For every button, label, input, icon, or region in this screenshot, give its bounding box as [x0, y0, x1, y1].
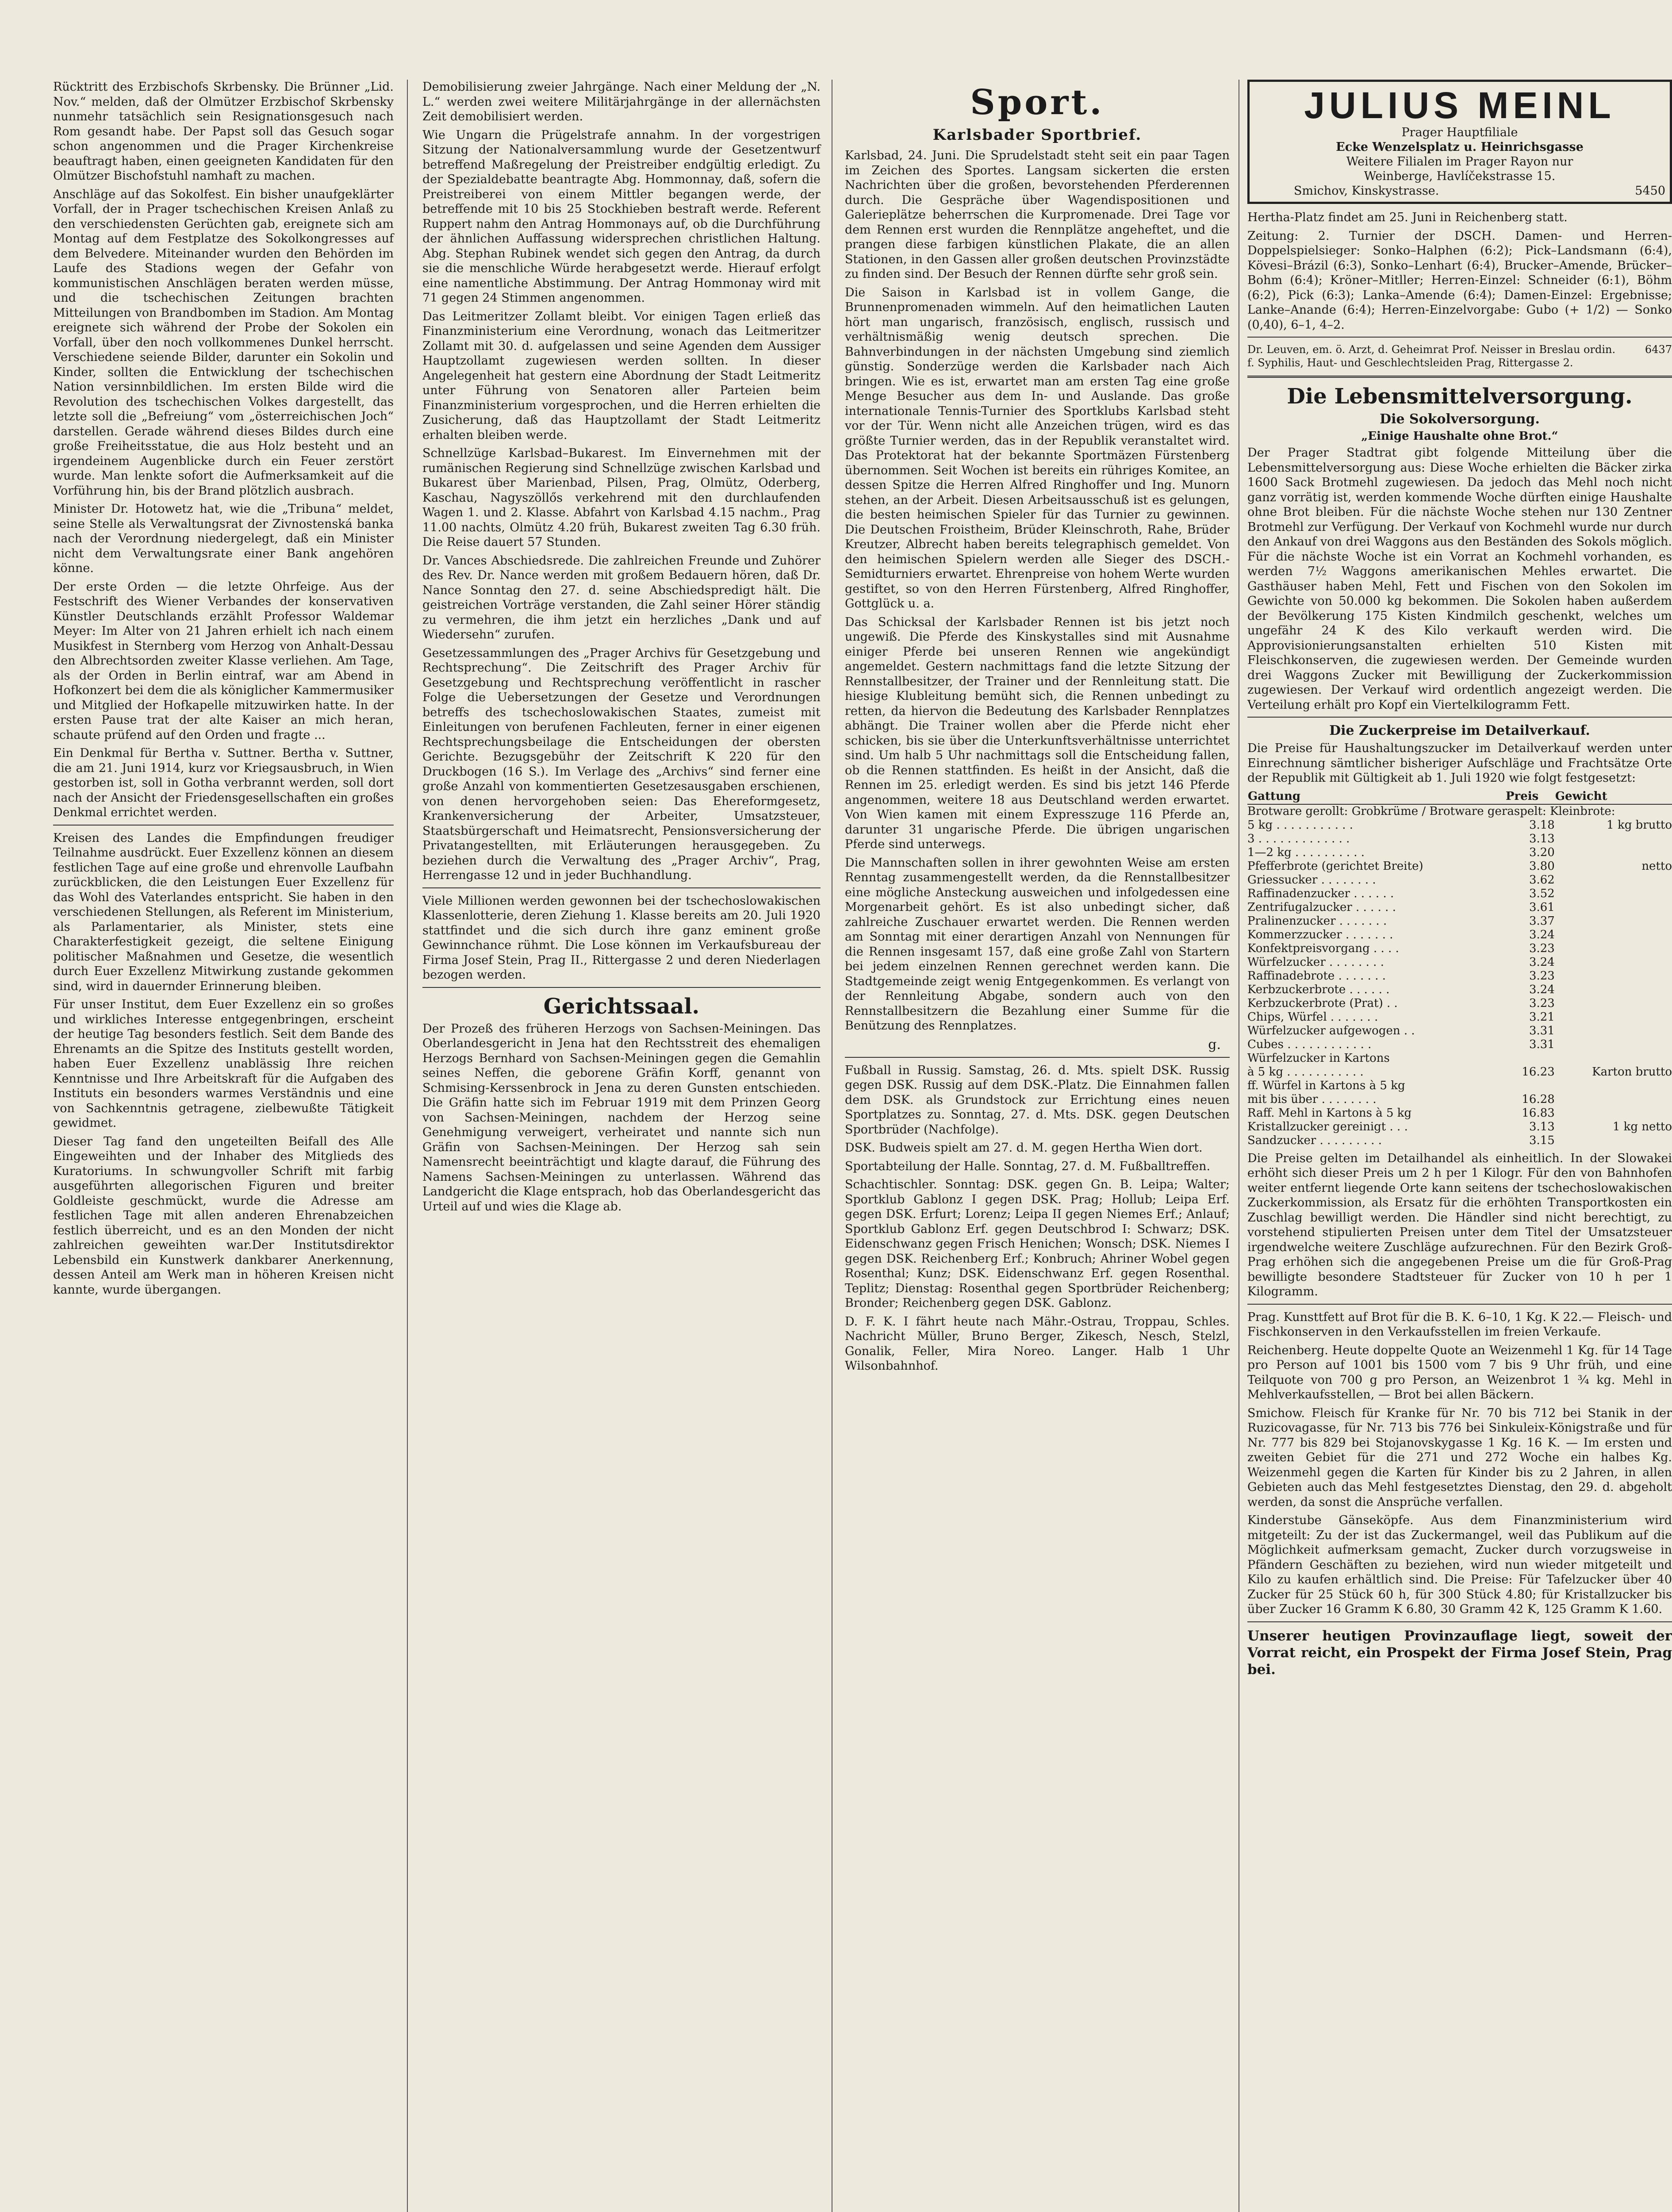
table-row — [1247, 956, 1672, 969]
divider — [845, 1057, 1230, 1058]
price-value: 3.21 — [1529, 1010, 1555, 1024]
article-meiningen: Der Prozeß des früheren Herzogs von Sachsen-Meiningen. Das Oberlandesgericht in Jena hat den Rechtsstreit des ehemaligen Herzogs Bernhard von Sachsen-Meiningen gegen die Gemahlin seines Neffen, die geborene Gräfin Korff, genannt von Schmising-Kerssenbrock in Jena zu deren Gunsten entschieden. Die Gräfin hatte sich im Februar 1919 mit dem Prinzen Georg von Sachsen-Meiningen, nachdem der Herzog seine Genehmigung verweigert, verheiratet und nannte sich nun Gräfin von Sachsen-Meiningen. Der Herzog sah sein Namensrecht beeinträchtigt und klagte darauf, die Führung des Namens Sachsen-Meiningen zu unterlassen. Während das Landgericht die Klage entsprach, hob das Oberlandesgericht das Urteil auf und wies die Klage ab. — [422, 1022, 821, 1214]
price-unit — [1555, 1134, 1672, 1148]
article-schach: Schachtischler. Sonntag: DSK. gegen Gn. B. Leipa; Walter; Sportklub Gablonz I gegen DSK. Prag; Hollub; Leipa Erf. gegen DSK. Erfurt; Lorenz; Leipa II gegen Niemes Erf.; Anlauf; Sportklub Gablonz Erf. gegen Deutschbrod I: Schwarz; DSK. Eidenschwanz gegen Frisch Henichen; Wonsch; DSK. Niemes I gegen DSK. Reichenberg Erf.; Konbruch; Ahriner Wobel gegen Rosenthal; Kunz; DSK. Eidenschwanz Erf. gegen Rosenthal. Teplitz; Dienstag: Rosenthal gegen Sportbrüder Reichenberg; Bronder; Reichenberg gegen DSK. Gablonz. — [845, 1178, 1230, 1310]
article-address-2: Für unser Institut, dem Euer Exzellenz ein so großes und wirkliches Interesse entgegenbringen, erscheint der heutige Tag besonders festlich. Seit dem Bande des Ehrenamts an die Spitze des Instituts gestellt worden, haben Euer Exzellenz unablässig Ihre reichen Kenntnisse und Ihre Arbeitskraft für die Aufgaben des Instituts ein besonders warmes Verständnis und eine von Sachkenntnis getragene, zielbewußte Tätigkeit gewidmet. — [53, 998, 394, 1130]
article-hertha: Hertha-Platz findet am 25. Juni in Reichenberg statt. — [1247, 211, 1568, 224]
price-item: Pfefferbrote (gerichtet Breite) — [1247, 859, 1423, 873]
price-unit — [1555, 983, 1672, 997]
table-row — [1247, 1024, 1672, 1038]
author-signature: g. — [1208, 1037, 1221, 1052]
price-value: 3.52 — [1529, 887, 1555, 900]
price-unit — [1555, 1079, 1672, 1093]
ad-line: Weinberge, Havlíčekstrasse 15. — [1364, 169, 1556, 183]
price-value: 3.13 — [1529, 1120, 1555, 1133]
price-unit: 1 kg brutto — [1607, 818, 1672, 832]
article-skrbensky: Rücktritt des Erzbischofs Skrbensky. Die Brünner „Lid. Nov.“ melden, daß der Olmützer Erzbischof Skrbensky nunmehr tatsächlich sein Resignationsgesuch nach Rom gesandt habe. Der Papst soll das Gesuch sogar schon angenommen und die Prager Kirchenkreise beauftragt haben, einen geeigneten Kandidaten für den Olmützer Bischofstuhl namhaft zu machen. — [53, 80, 394, 183]
table-row — [1247, 846, 1672, 860]
article-sportbrief-3: Das Schicksal der Karlsbader Rennen ist bis jetzt noch ungewiß. Die Pferde des Kinskystalles sind mit Ausnahme einiger Pferde bei unseren Rennen wie angekündigt angemeldet. Gestern nachmittags fand die letzte Sitzung der Rennstallbesitzer, der Trainer und der Rennleitung statt. Die hiesige Klubleitung bemüht sich, die Rennen unbedingt zu retten, da hiervon die Bedeutung des Karlsbader Rennplatzes abhängt. Die Trainer wollen aber die Pferde nicht eher schicken, bis sie über die Unterkunftsverhältnisse unterrichtet sind. Um halb 5 Uhr nachmittags soll die Entscheidung fallen, ob die Rennen stattfinden. Es heißt in der Ansicht, daß die Rennen im 25. erledigt werden. Es sind bis jetzt 146 Pferde angenommen, weitere 18 aus Deutschland werden erwartet. Von Wien kamen mit einem Expresszuge 116 Pferde an, darunter 31 ungarische Pferde. Die übrigen ungarischen Pferde sind unterwegs. — [845, 615, 1230, 851]
price-value: 3.31 — [1529, 1024, 1555, 1037]
article-fussball-russig: Fußball in Russig. Samstag, 26. d. Mts. spielt DSK. Russig gegen DSK. Russig auf dem DSK.-Platz. Die Einnahmen fallen dem DSK. als Grundstock zur Errichtung eines neuen Sportplatzes zu. Sonntag, 27. d. Mts. DSK. gegen Deutschen Sportbrüder (Nachfolge). — [845, 1063, 1230, 1137]
price-item: mit bis über . . . . . . . . — [1247, 1092, 1377, 1106]
price-item: Chips, Würfel . . . . . . . — [1247, 1010, 1378, 1024]
table-row — [1247, 1079, 1672, 1093]
ad-number: 5450 — [1635, 184, 1665, 198]
article-kinderstube: Kinderstube Gänseköpfe. Aus dem Finanzministerium wird mitgeteilt: Zu der ist das Zuckermangel, weil das Publikum auf die Möglichkeit aufmerksam gemacht, Zucker durch vorzugsweise in Pfändern Geschäften zu beziehen, wird nun wieder mitgeteilt und Kilo zu kaufen erhältlich sind. Die Preise: Für Tafelzucker über 40 Zucker für 25 Stück 60 h, für 300 Stück 4.80; für Kristallzucker bis über Zucker 16 Gramm K 6.80, 30 Gramm 42 K, 125 Gramm K 1.60. — [1247, 1513, 1672, 1616]
price-item: Konfektpreisvorgang . . . . — [1247, 941, 1399, 955]
article-zollamt: Das Leitmeritzer Zollamt bleibt. Vor einigen Tagen erließ das Finanzministerium eine Verordnung, wonach das Leitmeritzer Zollamt mit 30. d. aufgelassen und seine Agenden dem Aussiger Hauptzollamt zugewiesen werden sollten. In dieser Angelegenheit hat gestern eine Abordnung der Stadt Leitmeritz unter Führung von Senatoren aller Parteien beim Finanzministerium vorgesprochen, und die Herren erhielten die Zusicherung, daß das Hauptzollamt der Stadt Leitmeritz erhalten bleiben werde. — [422, 309, 821, 442]
price-value: 3.20 — [1529, 845, 1555, 859]
price-item: à 5 kg . . . . . . . . . . . — [1247, 1065, 1364, 1079]
price-value: 16.23 — [1522, 1065, 1555, 1079]
price-unit — [1555, 956, 1672, 969]
divider — [1247, 1621, 1672, 1622]
column-2 — [422, 80, 821, 1217]
newspaper-page — [53, 80, 1672, 2212]
price-value: 3.15 — [1529, 1133, 1555, 1147]
price-unit — [1555, 928, 1672, 942]
article-sportbrief-4: Die Mannschaften sollen in ihrer gewohnten Weise am ersten Renntag zusammengestellt werden, da die Rennstallbesitzer eine mögliche Ansteckung ausweichen und infolgedessen eine Morgenarbeit gehört. Es ist also unbedingt sicher, daß zahlreiche Zuschauer erwartet werden. Die Rennen werden am Sonntag mit einer derartigen Anzahl von Nennungen für die Rennen insgesamt 157, daß eine große Zahl von Startern bei jedem einzelnen Rennen gerechnet werden kann. Die Stadtgemeinde zeigt wenig Entgegenkommen. Es verlangt von der Rennleitung Abgabe, sondern auch von den Rennstallbesitzern die Bezahlung einer Summe für die Benützung des Rennplatzes. — [845, 856, 1230, 1033]
article-prag: Prag. Kunsttfett auf Brot für die B. K. 6–10, 1 Kg. K 22.— Fleisch- und Fischkonserven in den Verkaufsstellen im freien Verkaufe. — [1247, 1310, 1672, 1339]
divider — [1247, 717, 1672, 718]
price-value: 3.23 — [1529, 969, 1555, 983]
price-unit — [1555, 1038, 1672, 1052]
article-smichow: Smichow. Fleisch für Kranke für Nr. 70 bis 712 bei Stanik in der Ruzicovagasse, für Nr. 713 bis 776 bei Sinkuleix-Königstraße und für Nr. 777 bis 829 bei Stojanovskygasse 1 Kg. 16 K. — Im ersten und zweiten Gebiet für die 271 und 272 Woche ein halbes Kg. Weizenmehl gegen die Karten für Kinder bis zu 2 Jahren, in allen Gebieten auch das Mehl festgesetztes Dienstag, den 29. d. abgeholt werden, da sonst die Ansprüche verfallen. — [1247, 1406, 1672, 1509]
article-tennis-results: Zeitung: 2. Turnier der DSCH. Damen- und Herren-Doppelspielsieger: Sonko–Halphen (6:2); Pick–Landsmann (6:4), Kövesi–Brázil (6:3), Sonko–Lenhart (6:4), Brucker–Amende, Brücker–Bohm (6:4); Kröner–Mitller; Herren-Einzel: Schneider (6:1), Böhm (6:2), Pick (6:3); Lanka–Amende (6:4); Damen-Einzel: Ergebnisse; Lanke–Anande (6:4); Herren-Einzelvorgabe: Gubo (+ 1/2) — Sonko (0,40), 6–1, 4–2. — [1247, 229, 1672, 332]
price-unit — [1555, 901, 1672, 914]
table-row — [1247, 873, 1672, 887]
table-row — [1247, 1120, 1672, 1134]
article-dfk: D. F. K. I fährt heute nach Mähr.-Ostrau, Troppau, Schles. Nachricht Müller, Bruno Berger, Zikesch, Nesch, Stelzl, Gonalik, Feller, Mira Noreo. Langer. Halb 1 Uhr Wilsonbahnhof. — [845, 1314, 1230, 1373]
ad-subtitle: Prager Hauptfiliale — [1401, 126, 1518, 139]
table-row — [1247, 1065, 1672, 1079]
column-1 — [53, 80, 394, 1301]
article-ungarn: Wie Ungarn die Prügelstrafe annahm. In der vorgestrigen Sitzung der Nationalversammlung wurde der Gesetzentwurf betreffend Maßregelung der Preistreiber endgültig erledigt. Zu der Spezialdebatte beantragte Abg. Hommonnay, daß, sofern die Preistreiberei von einem Mittler begangen werde, der betreffende mit 10 bis 25 Stockhieben bestraft werde. Referent Ruppert nahm den Antrag Hommonays auf, ob die Durchführung der ähnlichen Auffassung widersprechen christlichen Haltung. Abg. Stephan Rubinek wendet sich gegen den Antrag, da durch sie die menschliche Würde herabgesetzt werde. Hierauf erfolgt eine namentliche Abstimmung. Der Antrag Hommonay wird mit 71 gegen 24 Stimmen angenommen. — [422, 128, 821, 305]
ad-text: Dr. Leuven, em. ö. Arzt, d. Geheimrat Prof. Neisser in Breslau ordin. f. Syphilis, Haut- und Geschlechtsleiden Prag, Rittergasse 2. — [1247, 343, 1616, 369]
price-value: 3.80 — [1529, 859, 1555, 873]
section-title-lebensmittel: Die Lebensmittelversorgung. — [1287, 384, 1633, 409]
price-unit — [1555, 1052, 1672, 1065]
article-sportbrief-2: Die Saison in Karlsbad ist in vollem Gange, die Brunnenpromenaden wimmeln. Auf den heimatlichen Lauten hört man ungarisch, französisch, englisch, russisch und verhältnismäßig wenig deutsch sprechen. Die Bahnverbindungen in der nächsten Umgebung sind ziemlich günstig. Sonderzüge werden die Karlsbader nach Aich bringen. Wie es ist, erwartet man am ersten Tag eine große Menge Besucher aus dem In- und Auslande. Das große internationale Tennis-Turnier des Sportklubs Karlsbad steht vor der Tür. Wenn nicht alle Anzeichen trügen, wird es das größte Turnier werden, das in der Republik veranstaltet wird. Das Protektorat hat der bekannte Sportmäzen Fürstenberg übernommen. Seit Wochen ist bereits ein rühriges Komitee, an dessen Spitze die Herren Alfred Ringhoffer und Ing. Munorn stehen, an der Arbeit. Diesen Arbeitsausschuß ist es gelungen, die besten heimischen Spieler für das Turnier zu gewinnen. Die Deutschen Froistheim, Brüder Kleinschroth, Rahe, Brüder Kreutzer, Albrecht haben bereits telegraphisch gemeldet. Von den heimischen Spielern werden alle Sieger des DSCH.-Semidturniers erwartet. Ehrenpreise von hohem Werte wurden gestiftet, so von den Herren Fürstenberg, Alfred Ringhoffer, Gottglück u. a. — [845, 285, 1230, 611]
table-row — [1247, 818, 1672, 832]
ad-footer — [1254, 184, 1665, 198]
ad-line: Smichov, Kinskystrasse. — [1294, 184, 1439, 198]
ad-line: Ecke Wenzelsplatz u. Heinrichsgasse — [1336, 140, 1584, 154]
table-row — [1247, 1052, 1672, 1065]
article-address-3: Dieser Tag fand den ungeteilten Beifall des Alle Eingeweihten und der Inhaber des Mitglieds des Kuratoriums. In schwungvoller Schrift mit farbig ausgeführten allegorischen Figuren und breiter Goldleiste geschmückt, wurde die Adresse am festlichen Tage mit allen anderen Ehrenabzeichen festlich überreicht, und es an den Monden der nicht zahlreichen geweihten war.Der Institutsdirektor Lebensbild ein Kunstwerk dankbarer Anerkennung, dessen Anteil am Werk man in höheren Kreisen nicht kannte, wurde übergangen. — [53, 1134, 394, 1297]
article-halle: Sportabteilung der Halle. Sonntag, 27. d. M. Fußballtreffen. — [845, 1159, 1211, 1173]
price-value — [1505, 1052, 1555, 1065]
price-value: 3.13 — [1529, 832, 1555, 845]
table-row — [1247, 983, 1672, 997]
notice-prospekt: Unserer heutigen Provinzauflage liegt, soweit der Vorrat reicht, ein Prospekt der Firma Josef Stein, Prag bei. — [1247, 1628, 1672, 1678]
article-zuckerpreise-intro: Die Preise für Haushaltungszucker im Detailverkauf werden unter Einrechnung sämtlicher bisheriger Aufschläge und Frachtsätze Orte der Republik mit Gültigkeit ab 1. Juli 1920 wie folgt festgesetzt: — [1247, 741, 1672, 785]
price-value — [1505, 1079, 1555, 1093]
price-item: Kristallzucker gereinigt . . . — [1247, 1120, 1408, 1133]
divider — [1247, 1304, 1672, 1305]
article-sportbrief-1: Karlsbad, 24. Juni. Die Sprudelstadt steht seit ein paar Tagen im Zeichen des Sportes. Langsam sickerten die ersten Nachrichten über die großen, bevorstehenden Pferderennen durch. Die Gespräche über Wagendispositionen und Galerieplätze beherrschen die Kurpromenade. Drei Tage vor dem Rennen erst wurden die Rennplätze angeheftet, und die prangen diese farbigen künstlichen Plakate, die an allen Stationen, in den Gassen aller großen deutschen Provinzstädte zu finden sind. Der Besuch der Rennen dürfte sehr groß sein. — [845, 149, 1230, 281]
ad-number: 6437 — [1645, 343, 1672, 356]
table-row — [1247, 1134, 1672, 1148]
table-row — [1247, 1038, 1672, 1052]
price-value: 3.37 — [1529, 914, 1555, 928]
ad-line: Weitere Filialen im Prager Rayon nur — [1346, 155, 1573, 169]
table-row — [1247, 969, 1672, 983]
price-value: 3.23 — [1529, 941, 1555, 955]
price-item: Raff. Mehl in Kartons à 5 kg — [1247, 1106, 1412, 1120]
price-unit — [1555, 997, 1672, 1010]
price-unit: Karton brutto — [1592, 1065, 1672, 1079]
price-value: 3.24 — [1529, 983, 1555, 996]
divider — [422, 887, 821, 888]
article-zuckerpreise-note: Die Preise gelten im Detailhandel als einheitlich. In der Slowakei erhöht sich dieser Preis um 2 h per 1 Kilogr. Für den von Bahnhofen weiter entfernt liegende Orte kann seitens der tschechoslowakischen Zuckerkommission, als Ersatz für die erhöhten Transportkosten ein Zuschlag bewilligt werden. Die Händler sind nicht berechtigt, zu vorstehend stipulierten Preisen unter dem Titel der Umsatzsteuer irgendwelche weitere Zuschläge aufzurechnen. Für den Bezirk Groß-Prag erhöhen sich die angegebenen Preise um die für Groß-Prag bewilligte besondere Stadtsteuer für Zucker von 10 h per 1 Kilogramm. — [1247, 1151, 1672, 1298]
price-item: Würfelzucker aufgewogen . . — [1247, 1024, 1415, 1037]
price-unit — [1555, 873, 1672, 887]
table-row — [1247, 928, 1672, 942]
article-title-zuckerpreise: Die Zuckerpreise im Detailverkauf. — [1329, 723, 1590, 738]
section-title-sport: Sport. — [970, 82, 1104, 123]
article-versorgung: Der Prager Stadtrat gibt folgende Mitteilung über die Lebensmittelversorgung aus: Diese Woche erhielten die Bäcker zirka 1600 Sack Brotmehl zugewiesen. Da jedoch das Mehl noch nicht ganz vorrätig ist, werden kommende Woche dürften einige Haushalte ohne Brot bleiben. Für die nächste Woche stehen nur 130 Zentner Brotmehl zur Verfügung. Der Verkauf von Kochmehl wurde nur durch den Ankauf von drei Waggons aus den Beständen des Sokols möglich. Für die nächste Woche ist ein Vorrat an Kochmehl vorhanden, es werden 7½ Waggons amerikanischen Mehles erwartet. Die Gasthäuser haben Mehl, Fett und Fischen von den Sokolen im Gewichte von 50.000 kg bekommen. Die Sokolen haben außerdem der Bevölkerung 175 Kisten Kindmilch geschenkt, welches um ungefähr 24 K des Kilo verkauft werden wird. Die Approvisionierungsanstalten erhielten 510 Kisten mit Fleischkonserven, die zugewiesen werden. Der Gemeinde wurden drei Waggons Zucker mit Bewilligung der Zuckerkommission zugewiesen. Der Verkauf wird ordentlich angezeigt werden. Die Verteilung erhält pro Kopf ein Viertelkilogramm Fett. — [1247, 446, 1672, 712]
table-row — [1247, 914, 1672, 928]
price-unit — [1555, 942, 1672, 956]
price-value: 16.28 — [1522, 1092, 1555, 1106]
price-value: 3.24 — [1529, 955, 1555, 969]
price-unit — [1555, 887, 1672, 901]
table-subheading: Brotware gerollt: Grobkrüme / Brotware geraspelt: Kleinbrote: — [1247, 804, 1615, 818]
price-item: Sandzucker . . . . . . . . . — [1247, 1133, 1382, 1147]
article-orden: Der erste Orden — die letzte Ohrfeige. Aus der Festschrift des Wiener Verbandes der konservativen Künstler Deutschlands erzählt Professor Waldemar Meyer: Im Alter von 21 Jahren erhielt ich nach einem Musikfest in Sternberg vom Herzog von Anhalt-Dessau den Albrechtsorden zweiter Klasse verliehen. Am Tage, als der Orden in Berlin eintraf, war am Abend in Hofkonzert bei dem die als königlicher Kammermusiker und Mitglied der Hofkapelle mitzuwirken hatte. In der ersten Pause trat der alte Kaiser an mich heran, schaute prüfend auf den Orden und fragte ... — [53, 580, 394, 742]
table-body — [1247, 804, 1672, 1148]
advertisement-doctor — [1247, 343, 1672, 369]
price-unit — [1555, 1106, 1672, 1120]
price-unit — [1555, 1024, 1672, 1038]
price-value: 3.31 — [1529, 1037, 1555, 1051]
article-lotterie: Viele Millionen werden gewonnen bei der tschechoslowakischen Klassenlotterie, deren Ziehung 1. Klasse bereits am 20. Juli 1920 stattfindet und die sich durch ihre ganz eminent große Gewinnchance rühmt. Die Lose können im Verkaufsbureau der Firma Josef Stein, Prag II., Rittergasse 2 und deren Niederlagen bezogen werden. — [422, 894, 821, 982]
price-value: 3.24 — [1529, 928, 1555, 941]
price-value: 3.23 — [1529, 996, 1555, 1010]
article-budweis: DSK. Budweis spielt am 27. d. M. gegen Hertha Wien dort. — [845, 1141, 1203, 1155]
price-item: 5 kg . . . . . . . . . . . — [1247, 818, 1354, 832]
price-item: Würfelzucker in Kartons — [1247, 1051, 1390, 1065]
table-row — [1247, 1093, 1672, 1106]
sugar-price-table — [1247, 789, 1672, 1148]
price-value: 3.61 — [1529, 900, 1555, 914]
table-row — [1247, 942, 1672, 956]
table-header: Gattung — [1247, 789, 1505, 804]
divider — [1247, 376, 1672, 378]
price-item: 1—2 kg . . . . . . . . . . — [1247, 845, 1365, 859]
price-item: 3 . . . . . . . . . . . . . — [1247, 832, 1350, 845]
article-subtitle: „Einige Haushalte ohne Brot.“ — [1361, 430, 1558, 443]
divider — [1247, 337, 1672, 338]
article-suttner: Ein Denkmal für Bertha v. Suttner. Bertha v. Suttner, die am 21. Juni 1914, kurz vor Kriegsausbruch, in Wien gestorben ist, soll in Gotha verbrannt werden, soll dort nach der Ansicht der Friedensgesellschaften ein großes Denkmal errichtet werden. — [53, 746, 394, 819]
table-row — [1247, 901, 1672, 914]
column-rule — [407, 80, 408, 2212]
table-header: Gewicht — [1555, 789, 1672, 804]
price-item: Würfelzucker . . . . . . . . — [1247, 955, 1384, 969]
section-title-gerichtssaal: Gerichtssaal. — [543, 994, 700, 1019]
article-schnellzuege: Schnellzüge Karlsbad–Bukarest. Im Einvernehmen mit der rumänischen Regierung sind Schnellzüge zwischen Karlsbad und Bukarest über Marienbad, Pilsen, Prag, Olmütz, Oderberg, Kaschau, Nagyszöllős verkehrend mit den durchlaufenden Wagen 1. und 2. Klasse. Abfahrt von Karlsbad 4.15 nachm., Prag 11.00 nachts, Olmütz 4.20 früh, Bukarest zweiten Tag 6.30 früh. Die Reise dauert 57 Stunden. — [422, 446, 821, 549]
article-title-sportbrief: Karlsbader Sportbrief. — [932, 126, 1142, 144]
price-item: Kerbzuckerbrote . . . . . . — [1247, 983, 1390, 996]
article-sokolfest: Anschläge auf das Sokolfest. Ein bisher unaufgeklärter Vorfall, der in Prager tschechischen Kreisen Anlaß zu den verschiedensten Gerüchten gab, ereignete sich am Montag auf dem Festplatze des Sokolkongresses auf dem Belvedere. Miteinander wurden den Behörden im Laufe des Stadions wegen der Gefahr von kommunistischen Anschlägen beraten werden müsse, und die tschechischen Zeitungen brachten Mitteilungen von Brandbomben im Stadion. Am Montag ereignete sich während der Probe der Sokolen ein Vorfall, über den noch vollkommenes Dunkel herrscht. Verschiedene seiende Bilder, darunter ein Sokolin und Kinder, sollten die Entwicklung der tschechischen Nation versinnbildlichen. Im ersten Bilde wird die Revolution des tschechischen Volkes dargestellt, das letzte soll die „Befreiung“ vom „österreichischen Joch“ darstellen. Gerade während dieses Bildes durch eine große Freiheitsstatue, die aus Holz besteht und an irgendeinem Augenblicke durch ein Feuer zerstört wurde. Man lenkte sofort die Aufmerksamkeit auf die Vorführung hin, bis der Brand plötzlich ausbrach. — [53, 187, 394, 498]
table-row — [1247, 1106, 1672, 1120]
price-value: 3.62 — [1529, 873, 1555, 887]
price-item: ff. Würfel in Kartons à 5 kg — [1247, 1079, 1405, 1092]
divider — [422, 987, 821, 988]
price-unit — [1555, 914, 1672, 928]
table-row — [1247, 860, 1672, 873]
article-demobilisierung: Demobilisierung zweier Jahrgänge. Nach einer Meldung der „N. L.“ werden zwei weitere Militärjahrgänge in der allernächsten Zeit demobilisiert werden. — [422, 80, 821, 123]
article-address-1: Kreisen des Landes die Empfindungen freudiger Teilnahme ausdrückt. Euer Exzellenz können an diesem festlichen Tage auf eine große und ehrenvolle Laufbahn zurückblicken, die den Leistungen Euer Exzellenz für das Wohl des Vaterlandes entspricht. Sie haben in den verschiedenen Stellungen, als Referent im Ministerium, als Parlamentarier, als Minister, stets eine Charakterfestigkeit gezeigt, die seltene Einigung politischer Maßnahmen und Gesetze, die wesentlich durch Euer Exzellenz Mitwirkung zustande gekommen sind, wird in dauernder Erinnerung bleiben. — [53, 831, 394, 993]
column-4 — [1247, 80, 1672, 1682]
price-item: Pralinenzucker . . . . . . . — [1247, 914, 1387, 928]
price-item: Kerbzuckerbrote (Prat) . . — [1247, 996, 1398, 1010]
price-item: Raffinadenzucker . . . . . . — [1247, 887, 1394, 900]
price-unit — [1555, 969, 1672, 983]
article-hotowetz: Minister Dr. Hotowetz hat, wie die „Tribuna“ meldet, seine Stelle als Verwaltungsrat der Zivnostenská banka nach der Verordnung niedergelegt, daß ein Minister nicht dem Verwaltungsrate einer Bank angehören könne. — [53, 502, 394, 575]
ad-title: JULIUS MEINL — [1304, 84, 1615, 126]
article-reichenberg: Reichenberg. Heute doppelte Quote an Weizenmehl 1 Kg. für 14 Tage pro Person auf 1001 bis 1500 vom 7 bis 9 Uhr früh, und eine Teilquote von 700 g pro Person, an Weizenbrot 1 ¾ kg. Mehl in Mehlverkaufsstellen, — Brot bei allen Bäckern. — [1247, 1343, 1672, 1402]
price-item: Cubes . . . . . . . . . . . . — [1247, 1037, 1372, 1051]
article-archiv: Gesetzessammlungen des „Prager Archivs für Gesetzgebung und Rechtsprechung“. Die Zeitschrift des Prager Archiv für Gesetzgebung und Rechtsprechung veröffentlicht in rascher Folge die Uebersetzungen der Gesetze und Verordnungen betreffs des tschechoslowakischen Staates, zumeist mit Einleitungen von berufenen Fachleuten, ferner in einer eigenen Rechtsprechungsbeilage die Entscheidungen der obersten Gerichte. Bezugsgebühr der Zeitschrift K 220 für den Druckbogen (16 S.). Im Verlage des „Archivs“ sind ferner eine große Anzahl von kommentierten Gesetzesausgaben erschienen, von denen hervorgehoben seien: Das Ehereformgesetz, Krankenversicherung der Arbeiter, Umsatzsteuer, Staatsbürgerschaft und Heimatsrecht, Pensionsversicherung der Privatangestellten, mit Erläuterungen herausgegeben. Zu beziehen durch die Verwaltung des „Prager Archiv“, Prag, Herrengasse 12 und in jeder Buchhandlung. — [422, 646, 821, 882]
price-unit: netto — [1641, 859, 1672, 873]
table-header-row — [1247, 789, 1672, 804]
advertisement-julius-meinl — [1247, 80, 1672, 204]
price-value: 3.18 — [1529, 818, 1555, 832]
price-value: 16.83 — [1522, 1106, 1555, 1120]
price-unit — [1555, 846, 1672, 860]
price-unit — [1555, 1010, 1672, 1024]
price-unit — [1555, 1093, 1672, 1106]
price-item: Zentrifugalzucker . . . . . . — [1247, 900, 1396, 914]
divider — [53, 825, 394, 826]
price-item: Griessucker . . . . . . . . — [1247, 873, 1376, 887]
table-row — [1247, 804, 1672, 818]
price-unit — [1555, 832, 1672, 846]
article-title-sokol: Die Sokolversorgung. — [1380, 411, 1540, 427]
price-item: Raffinadebrote . . . . . . . — [1247, 969, 1386, 983]
table-row — [1247, 997, 1672, 1010]
table-header: Preis — [1505, 789, 1555, 804]
column-3 — [845, 80, 1230, 1377]
table-row — [1247, 832, 1672, 846]
table-row — [1247, 887, 1672, 901]
price-item: Kommerzzucker . . . . . . . — [1247, 928, 1393, 941]
price-unit: 1 kg netto — [1612, 1120, 1672, 1133]
article-nance: Dr. Vances Abschiedsrede. Die zahlreichen Freunde und Zuhörer des Rev. Dr. Nance werden mit großem Bedauern hören, daß Dr. Nance Sonntag den 27. d. seine Abschiedspredigt hält. Die geistreichen Vorträge verstanden, die Zahl seiner Hörer ständig zu vermehren, die ihm jetzt ein herzliches „Dank und auf Wiedersehn“ zurufen. — [422, 553, 821, 641]
table-row — [1247, 1010, 1672, 1024]
